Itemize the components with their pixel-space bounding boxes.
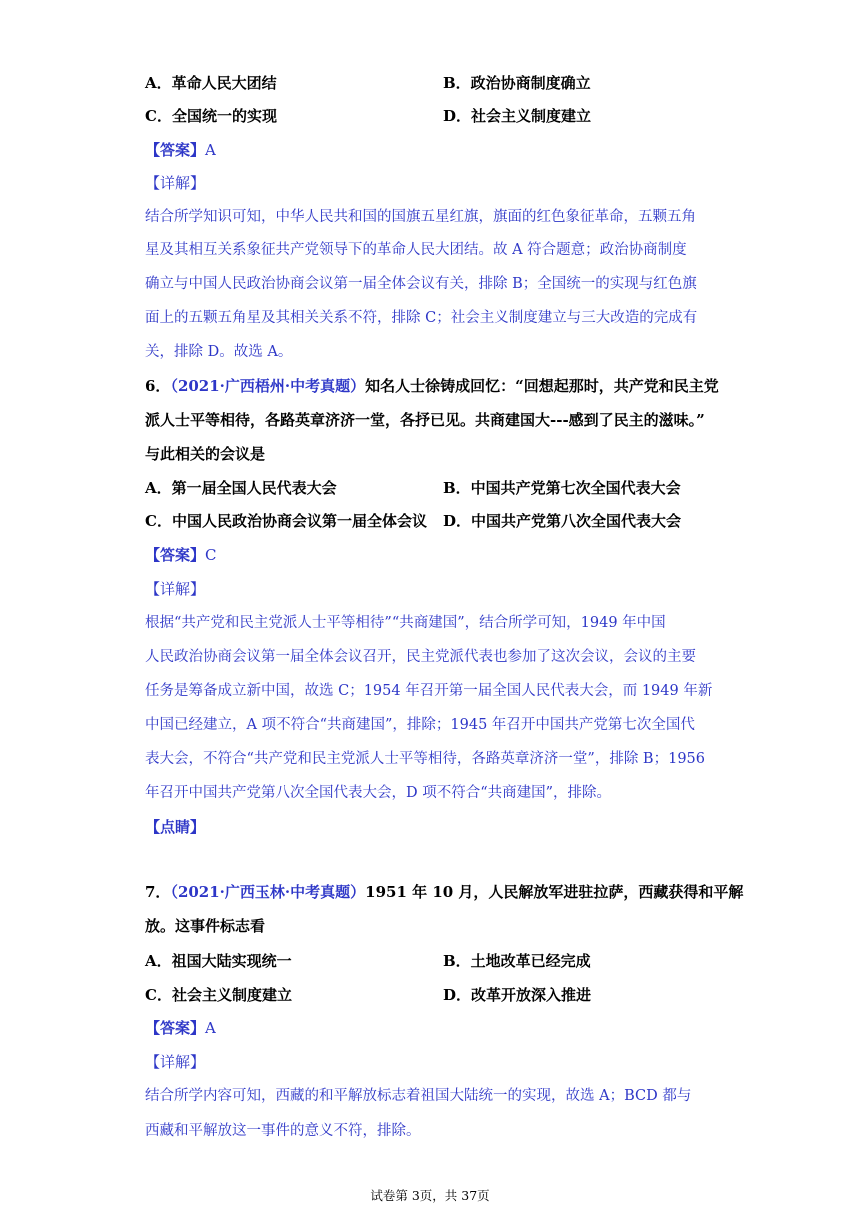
q6-explanation-line: 表大会，不符合“共产党和民主党派人士平等相待，各路英章济济一堂”，排除 B；1956 bbox=[145, 751, 705, 767]
q7-option-c: C．社会主义制度建立 bbox=[145, 986, 292, 1004]
page-footer: 试卷第 3页，共 37页 bbox=[370, 1188, 490, 1203]
q7-source: （2021·广西玉林·中考真题） bbox=[170, 883, 366, 901]
q5-explanation-line: 结合所学知识可知，中华人民共和国的国旗五星红旗，旗面的红色象征革命，五颗五角 bbox=[145, 209, 696, 225]
q5-option-c: C．全国统一的实现 bbox=[145, 107, 277, 125]
q6-option-d: D．中国共产党第八次全国代表大会 bbox=[443, 512, 682, 530]
answer-value: A bbox=[205, 141, 216, 159]
answer-value: A bbox=[205, 1019, 216, 1037]
q6-stem-line bbox=[145, 376, 719, 396]
q7-detail-label: 【详解】 bbox=[145, 1053, 206, 1071]
q6-answer bbox=[145, 545, 217, 565]
q5-option-b: B．政治协商制度确立 bbox=[443, 74, 591, 92]
q6-option-a: A．第一届全国人民代表大会 bbox=[145, 479, 337, 497]
q6-detail-label: 【详解】 bbox=[145, 580, 206, 598]
answer-label: 【答案】 bbox=[145, 1019, 206, 1037]
q6-explanation-line: 中国已经建立，A 项不符合“共商建国”，排除；1945 年召开中国共产党第七次全国代 bbox=[145, 717, 695, 733]
q6-comment-label: 【点睛】 bbox=[145, 818, 206, 836]
q7-explanation-line: 结合所学内容可知，西藏的和平解放标志着祖国大陆统一的实现，故选 A；BCD 都与 bbox=[145, 1088, 692, 1104]
q7-option-d: D．改革开放深入推进 bbox=[443, 986, 592, 1004]
q7-stem: 1951 年 10 月，人民解放军进驻拉萨，西藏获得和平解 bbox=[365, 883, 744, 901]
q6-explanation-line: 任务是筹备成立新中国，故选 C；1954 年召开第一届全国人民代表大会，而 1949 年新 bbox=[145, 683, 713, 699]
answer-label: 【答案】 bbox=[145, 546, 206, 564]
q6-number: 6． bbox=[145, 377, 171, 395]
q6-explanation-line: 人民政治协商会议第一届全体会议召开，民主党派代表也参加了这次会议，会议的主要 bbox=[145, 649, 696, 665]
q5-option-a: A．革命人民大团结 bbox=[145, 74, 277, 92]
q7-option-b: B．土地改革已经完成 bbox=[443, 952, 591, 970]
q7-explanation-line: 西藏和平解放这一事件的意义不符，排除。 bbox=[145, 1123, 421, 1139]
q5-detail-label: 【详解】 bbox=[145, 174, 206, 192]
answer-value: C bbox=[205, 546, 217, 564]
q6-option-c: C．中国人民政治协商会议第一届全体会议 bbox=[145, 512, 427, 530]
q6-stem-line: 派人士平等相待，各路英章济济一堂，各抒已见。共商建国大---感到了民主的滋味。” bbox=[145, 411, 705, 429]
q7-number: 7． bbox=[145, 883, 171, 901]
q5-option-d: D．社会主义制度建立 bbox=[443, 107, 592, 125]
q7-answer bbox=[145, 1018, 216, 1038]
q5-explanation-line: 星及其相互关系象征共产党领导下的革命人民大团结。故 A 符合题意；政治协商制度 bbox=[145, 242, 687, 258]
q6-option-b: B．中国共产党第七次全国代表大会 bbox=[443, 479, 681, 497]
q6-explanation-line: 根据“共产党和民主党派人士平等相待”“共商建国”，结合所学可知，1949 年中国 bbox=[145, 615, 666, 631]
q6-source: （2021·广西梧州·中考真题） bbox=[170, 377, 366, 395]
q7-stem-line: 放。这事件标志看 bbox=[145, 917, 266, 935]
q5-answer bbox=[145, 140, 216, 160]
q6-explanation-line: 年召开中国共产党第八次全国代表大会，D 项不符合“共商建国”，排除。 bbox=[145, 785, 612, 801]
q5-explanation-line: 确立与中国人民政治协商会议第一届全体会议有关，排除 B；全国统一的实现与红色旗 bbox=[145, 276, 697, 292]
q5-explanation-line: 关，排除 D。故选 A。 bbox=[145, 344, 293, 360]
q6-stem: 知名人士徐铸成回忆：“回想起那时，共产党和民主党 bbox=[365, 377, 719, 395]
answer-label: 【答案】 bbox=[145, 141, 206, 159]
q6-stem-line: 与此相关的会议是 bbox=[145, 445, 266, 463]
q7-option-a: A．祖国大陆实现统一 bbox=[145, 952, 292, 970]
q5-explanation-line: 面上的五颗五角星及其相关关系不符，排除 C；社会主义制度建立与三大改造的完成有 bbox=[145, 310, 698, 326]
q7-stem-line bbox=[145, 882, 743, 902]
